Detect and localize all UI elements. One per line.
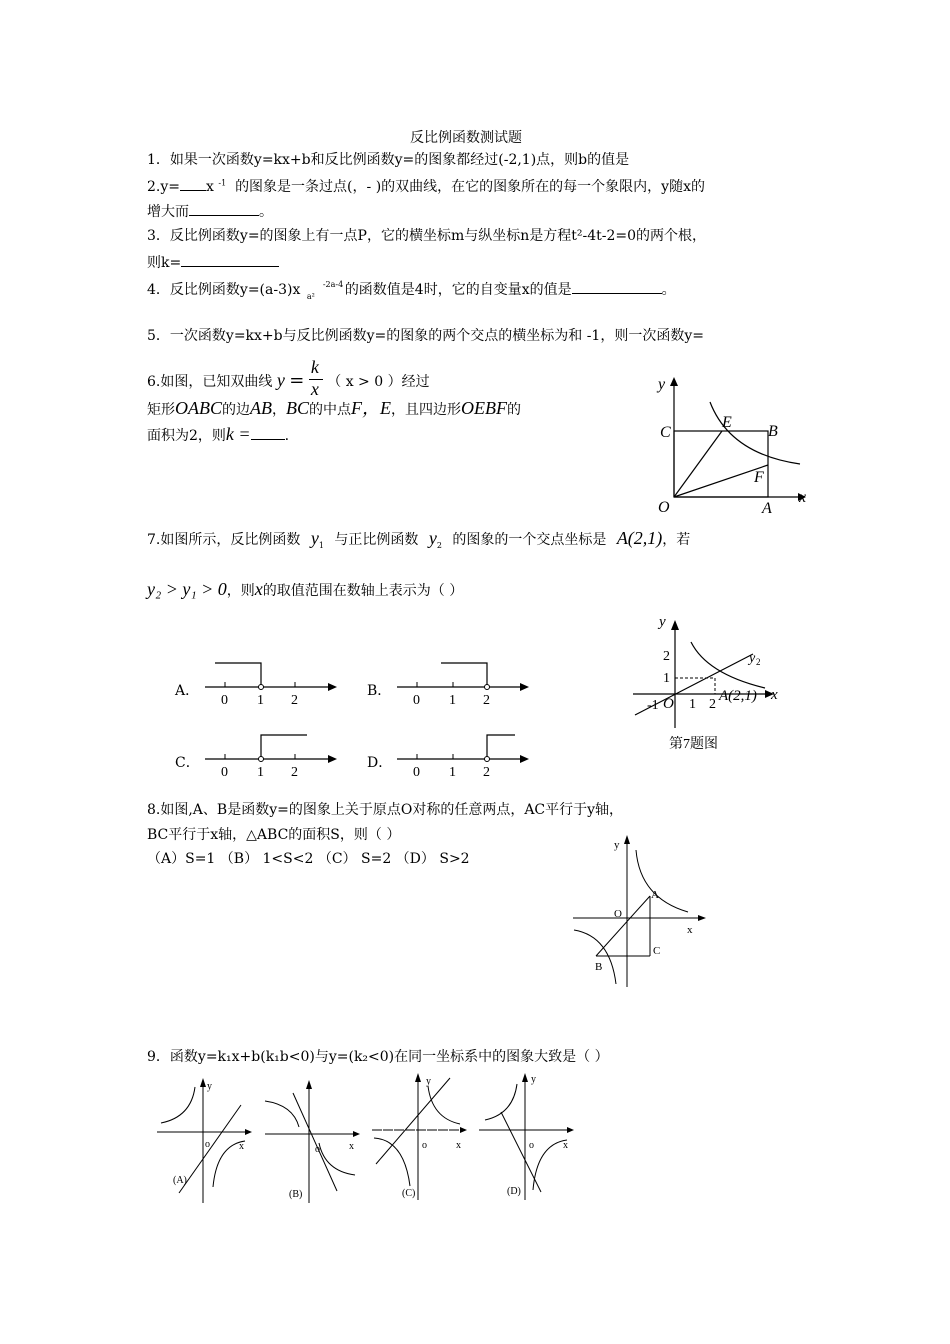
y-axis-arrow [670, 377, 678, 386]
label-o: o [315, 1144, 320, 1155]
label-neg1: -1 [647, 698, 659, 713]
hyperbola-curve [710, 402, 800, 464]
line [376, 1078, 450, 1164]
hyperbola-branch-1 [161, 1087, 195, 1123]
label-y: y [659, 614, 666, 630]
label-y: y [658, 376, 666, 393]
label-y2-sub: 2 [756, 657, 761, 667]
option-a-number-line[interactable] [205, 660, 340, 710]
label-y: y [426, 1076, 431, 1087]
rectangle-oabc [674, 431, 768, 497]
label-x2: 2 [709, 697, 716, 712]
label-x: x [456, 1140, 461, 1151]
open-circle [259, 757, 264, 762]
figure-9-option-a[interactable] [155, 1075, 260, 1205]
option-c-number-line[interactable] [205, 732, 340, 782]
figure-caption: 第7题图 [669, 737, 718, 752]
option-d-label[interactable]: D． [367, 755, 393, 771]
label-a: A [651, 889, 659, 901]
question-7: 7.如图所示，反比例函数 $y_1$ 与正比例函数 $y_2$ 的图象的一个交点坐标是 A(2,1)，若 [147, 528, 691, 550]
option-label: (B) [289, 1189, 303, 1200]
label-y2: y [749, 651, 756, 666]
question-1: 1．如果一次函数y=kx+b和反比例函数y=的图象都经过(-2,1)点，则b的值是 [147, 152, 630, 168]
x-axis-arrow [460, 1127, 467, 1133]
label-o: O [663, 696, 674, 712]
question-4: 4．反比例函数y=(a-3)x a² -2a-4 的函数值是4时，它的自变量x的值是 。 [147, 280, 676, 301]
line [179, 1105, 241, 1193]
label-x: x [687, 924, 693, 936]
tick-label-1: 1 [449, 765, 456, 780]
question-6: 6.如图，已知双曲线 y = $\frac{k}{x}$ （ x > 0 ）经过 [147, 357, 430, 399]
segment-oe [674, 431, 722, 497]
label-a: A [762, 500, 772, 517]
hyperbola-branch-1 [428, 1086, 460, 1124]
label-f: F [754, 469, 764, 486]
answer-blank[interactable] [572, 279, 662, 294]
x-axis-arrow [698, 915, 706, 921]
label-2: 2 [663, 649, 670, 664]
y-axis-arrow [522, 1073, 528, 1082]
label-1: 1 [663, 671, 670, 686]
range-bracket [487, 735, 515, 759]
question-5: 5．一次函数y=kx+b与反比例函数y=的图象的两个交点的横坐标为和 -1，则一次函数y= [147, 328, 704, 344]
page-title: 反比例函数测试题 [410, 130, 522, 146]
question-8-line-2: BC平行于x轴，△ABC的面积S，则（ ） [147, 827, 401, 843]
option-label: (C) [402, 1188, 416, 1199]
label-x1: 1 [689, 697, 696, 712]
tick-label-0: 0 [413, 765, 420, 780]
tick-label-2: 2 [483, 765, 490, 780]
hyperbola-branch-1 [485, 1084, 517, 1120]
figure-7-graph [625, 610, 785, 755]
answer-blank[interactable] [189, 201, 259, 216]
open-circle [485, 757, 490, 762]
answer-blank[interactable] [180, 176, 206, 191]
tick-label-2: 2 [291, 693, 298, 708]
label-c: C [653, 945, 661, 957]
segment-ab [596, 896, 650, 956]
question-3-line-2: 则k= [147, 252, 279, 272]
answer-blank[interactable] [181, 252, 279, 267]
label-o: o [422, 1140, 427, 1151]
x-axis-arrow [353, 1131, 360, 1137]
y-axis-arrow [624, 835, 630, 844]
label-y: y [207, 1081, 212, 1092]
label-y: y [531, 1074, 536, 1085]
tick-label-0: 0 [413, 693, 420, 708]
label-x: x [239, 1141, 244, 1152]
hyperbola-branch-2 [533, 1140, 567, 1190]
tick-label-1: 1 [449, 693, 456, 708]
question-3: 3．反比例函数y=的图象上有一点P，它的横坐标m与纵坐标n是方程t²-4t-2=0的两个根， [147, 228, 707, 244]
question-7-line-2: y₂ > y₁ > 0，则x的取值范围在数轴上表示为（ ） [147, 579, 464, 599]
range-bracket [441, 663, 487, 687]
arrow [520, 755, 529, 763]
option-d-number-line[interactable] [397, 732, 532, 782]
label-y: y [614, 839, 620, 851]
label-o: O [658, 499, 670, 516]
figure-6-rectangle-hyperbola [640, 372, 815, 517]
tick-label-0: 0 [221, 765, 228, 780]
label-point-a: A(2,1) [719, 688, 757, 704]
question-8-options: （A）S=1 （B） 1<S<2 （C） S=2 （D） S>2 [147, 851, 470, 867]
y-axis-arrow [671, 620, 679, 630]
range-bracket [261, 735, 307, 759]
open-circle [259, 685, 264, 690]
label-x: x [799, 489, 807, 506]
label-x: x [349, 1141, 354, 1152]
label-e: E [722, 414, 732, 431]
line [501, 1112, 541, 1192]
tick-label-1: 1 [257, 693, 264, 708]
tick-label-2: 2 [291, 765, 298, 780]
option-label: (D) [507, 1186, 521, 1197]
option-b-label[interactable]: B． [367, 683, 392, 699]
x-axis-arrow [245, 1129, 252, 1135]
answer-blank[interactable] [251, 425, 285, 440]
range-bracket [215, 663, 261, 687]
label-x: x [563, 1140, 568, 1151]
x-axis-arrow [567, 1127, 574, 1133]
hyperbola-branch-1 [265, 1101, 299, 1127]
y-axis-arrow [200, 1078, 206, 1087]
tick-label-0: 0 [221, 693, 228, 708]
line [293, 1093, 337, 1191]
question-6-line-3: 面积为2，则k = . [147, 424, 290, 444]
hyperbola-branch-2 [574, 930, 616, 984]
question-9: 9．函数y=k₁x+b(k₁b<0)与y=(k₂<0)在同一坐标系中的图象大致是（ ） [147, 1049, 609, 1065]
open-circle [485, 685, 490, 690]
option-b-number-line[interactable] [397, 660, 532, 710]
option-a-label[interactable]: A． [175, 683, 200, 699]
label-o: o [205, 1139, 210, 1150]
question-2-line-2: 增大而 。 [147, 201, 273, 221]
label-b: B [595, 961, 603, 973]
arrow [328, 683, 337, 691]
figure-8-graph [570, 832, 715, 992]
option-c-label[interactable]: C． [175, 755, 200, 771]
tick-label-1: 1 [257, 765, 264, 780]
figure-9-option-c[interactable] [370, 1068, 475, 1203]
label-b: B [768, 423, 778, 440]
tick-label-2: 2 [483, 693, 490, 708]
y-axis-arrow [415, 1073, 421, 1082]
y-axis-arrow [306, 1080, 312, 1089]
arrow [520, 683, 529, 691]
label-o: o [529, 1140, 534, 1151]
label-o: O [614, 908, 622, 920]
question-8: 8.如图,A、B是函数y=的图象上关于原点O对称的任意两点，AC平行于y轴， [147, 802, 624, 818]
label-x: x [771, 687, 778, 703]
figure-9-option-d[interactable] [477, 1068, 582, 1203]
label-c: C [660, 424, 671, 441]
option-label: (A) [173, 1175, 187, 1186]
question-6-line-2: 矩形OABC的边AB，BC的中点F，E，且四边形OEBF的 [147, 398, 521, 418]
figure-9-option-b[interactable] [263, 1075, 368, 1205]
arrow [328, 755, 337, 763]
question-2: 2.y= x $^{-1}$ 的图象是一条过点(，- )的双曲线，在它的图象所在的每一个象限内，y随x的 [147, 176, 705, 196]
